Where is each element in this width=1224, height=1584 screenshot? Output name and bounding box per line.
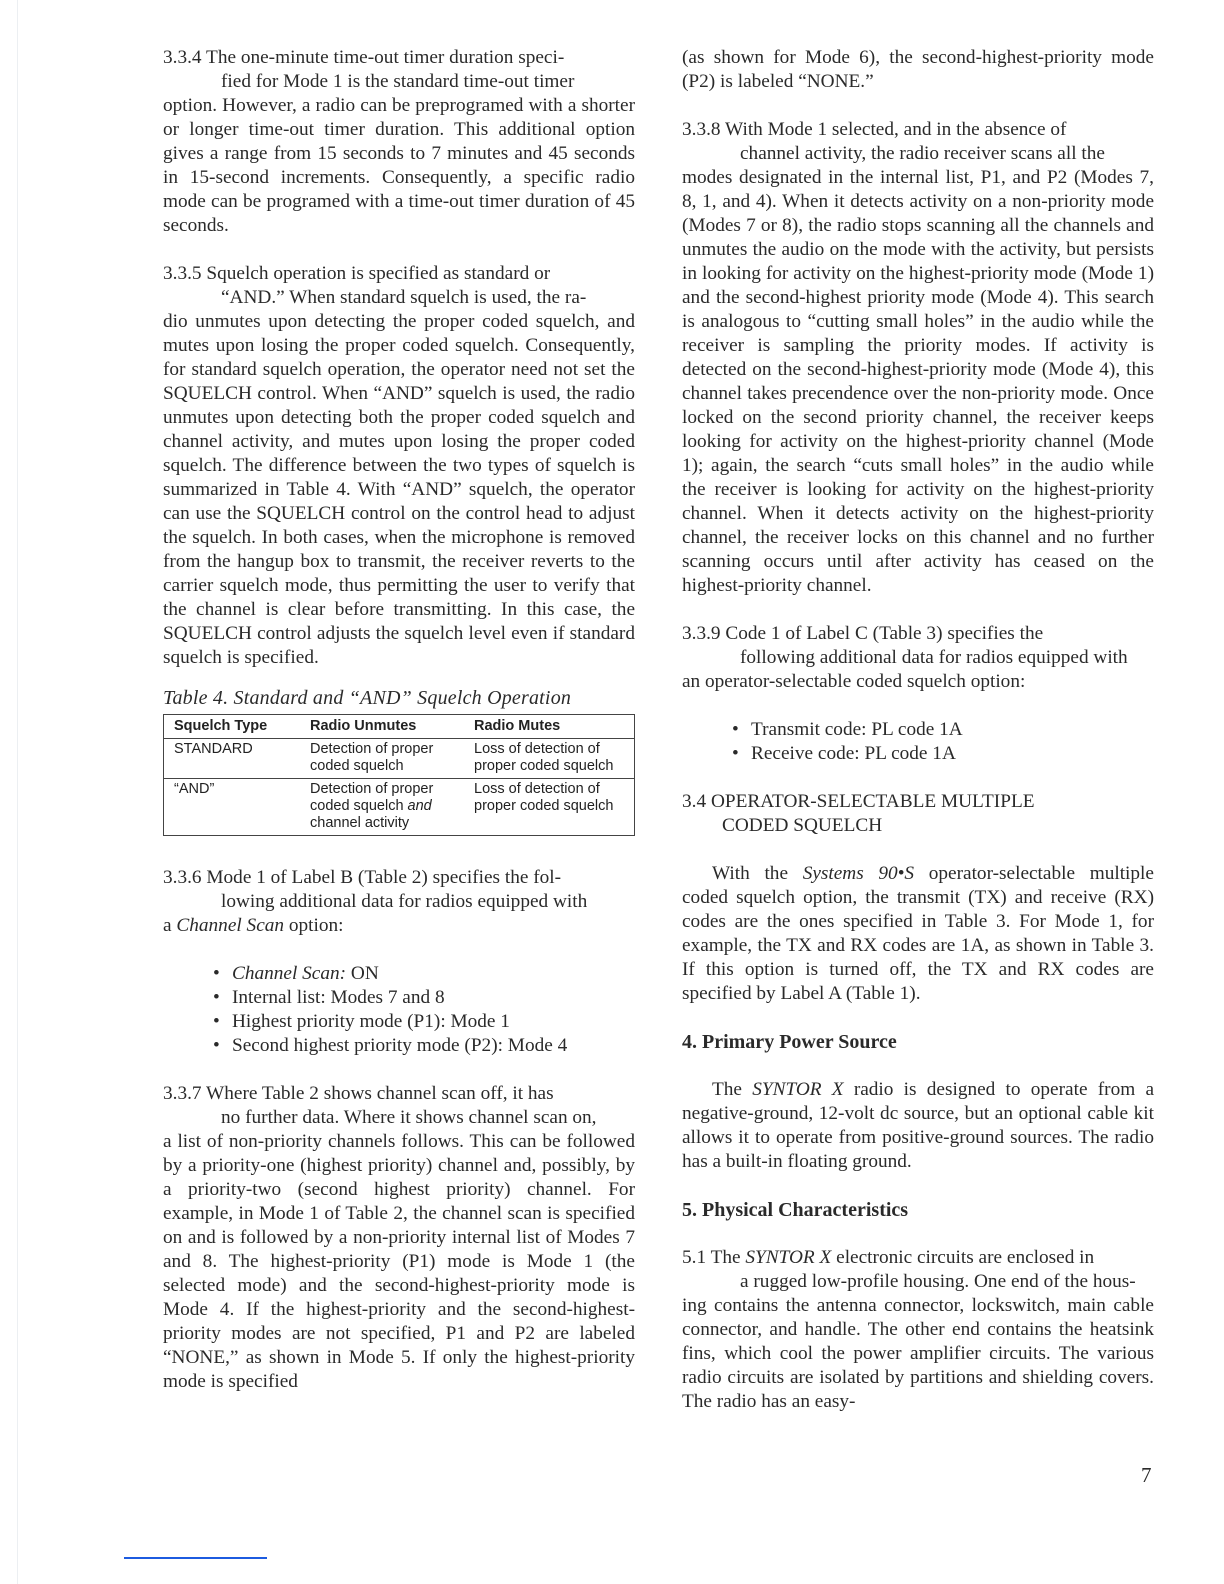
- section-number: 3.3.7: [163, 1083, 202, 1104]
- list-item-emphasis: Channel Scan:: [232, 963, 347, 984]
- paragraph-text: The: [710, 1247, 741, 1268]
- paragraph-text: modes designated in the internal list, P1, and P2 (Modes 7, 8, 1, and 4). When it detects activity on a non-priority mode (Modes 7 or 8), the radio stops scanning all the channels and unmutes the audio on the mode with the activity, but persists in looking for activity on the highest-priority mode (Mode 1) and the second-highest priority mode (Mode 4). This search is analogous to “cutting small holes” in the audio while the receiver is sampling the priority modes. If activity is detected on the second-highest-priority mode (Mode 4), this channel takes precendence over the non-priority mode. Once locked on the second priority channel, the receiver keeps looking for activity on the highest-priority channel (Mode 1); again, the search “cuts small holes” in the audio while the receiver is looking for activity on the highest-priority channel. When it detects activity on the highest-priority channel, the receiver locks on this channel and no further scanning occurs until after activity has ceased on the highest-priority channel.: [682, 167, 1154, 596]
- paragraph-emphasis: Channel Scan: [176, 915, 285, 936]
- squelch-operation-table: [163, 714, 635, 836]
- section-heading-5: 5. Physical Characteristics: [682, 1199, 909, 1221]
- list-item: • Transmit code: PL code 1A: [732, 718, 1154, 742]
- paragraph-text: The one-minute time-out timer duration speci-: [206, 47, 565, 68]
- paragraph-5-1: [682, 1246, 1154, 1414]
- paragraph-text: dio unmutes upon detecting the proper coded squelch, and mutes upon losing the proper coded squelch. Consequently, for standard squelch operation, the operator need not set the SQUELCH control. When “AND” squelch is used, the radio unmutes upon detecting both the proper coded squelch and channel activity, and mutes upon losing the proper coded squelch. The difference between the two types of squelch is summarized in Table 4. With “AND” squelch, the operator can use the SQUELCH control on the control head to adjust the squelch. In both cases, when the microphone is removed from the hangup box to transmit, the receiver reverts to the carrier squelch mode, thus permitting the user to verify that the channel is clear before transmitting. In this case, the SQUELCH control adjusts the squelch level even if standard squelch is specified.: [163, 311, 635, 668]
- paragraph-3-3-6: [163, 866, 635, 938]
- paragraph-text: radio is designed to operate from a negative-ground, 12-volt dc source, but an optional cable kit allows it to operate from positive-ground sources. The radio has a built-in floating ground.: [682, 1079, 1155, 1172]
- paragraph-text: channel activity, the radio receiver scans all the: [740, 143, 1105, 164]
- table-row: [164, 779, 635, 836]
- paragraph-3-3-7-continued: (as shown for Mode 6), the second-highest-priority mode (P2) is labeled “NONE.”: [682, 47, 1154, 92]
- table-row: [164, 739, 635, 779]
- section-number: 3.3.6: [163, 867, 202, 888]
- heading-text: CODED SQUELCH: [722, 815, 883, 836]
- table-header-row: [164, 715, 635, 739]
- paragraph-text: Where Table 2 shows channel scan off, it has: [206, 1083, 554, 1104]
- section-number: 3.3.4: [163, 47, 202, 68]
- coded-squelch-list: [682, 718, 1154, 766]
- paragraph-text: a: [163, 915, 172, 936]
- table-cell: Loss of detection of proper coded squelch: [474, 781, 614, 814]
- paragraph-text: lowing additional data for radios equipped with: [221, 891, 588, 912]
- heading-text: OPERATOR-SELECTABLE MULTIPLE: [710, 791, 1035, 812]
- paragraph-emphasis: Systems 90•S: [802, 863, 915, 884]
- paragraph-text: Mode 1 of Label B (Table 2) specifies the fol-: [206, 867, 562, 888]
- table-header: Radio Unmutes: [300, 715, 464, 739]
- section-heading-3-4: [682, 790, 1154, 838]
- paragraph-4: [682, 1078, 1154, 1174]
- paragraph-text: Squelch operation is specified as standard or: [206, 263, 551, 284]
- section-number: 3.3.8: [682, 119, 721, 140]
- paragraph-emphasis: SYNTOR X: [745, 1247, 832, 1268]
- table-cell: STANDARD: [164, 739, 301, 779]
- paragraph-text: a list of non-priority channels follows. This can be followed by a priority-one (highest priority) channel and, possibly, by a priority-two (second highest priority) channel. For example, in Mode 1 of Table 2, the channel scan is specified on and is followed by a non-priority internal list of Modes 7 and 8. The highest-priority (P1) mode is Mode 1 (the selected mode) and the second-highest-priority mode is Mode 4. If the highest-priority and the second-highest-priority modes are not specified, P1 and P2 are labeled “NONE,” as shown in Mode 5. If only the highest-priority mode is specified: [163, 1131, 635, 1392]
- paragraph-text: following additional data for radios equipped with: [740, 647, 1128, 668]
- left-column: [163, 46, 635, 1394]
- right-column: [682, 46, 1154, 1414]
- paragraph-3-3-5: [163, 262, 635, 670]
- paragraph-3-3-9: [682, 622, 1154, 694]
- section-number: 3.4: [682, 791, 707, 812]
- cell-text: Detection of proper coded squelch: [310, 781, 434, 814]
- table-cell: Detection of proper coded squelch: [300, 739, 464, 779]
- page-number: 7: [1141, 1463, 1152, 1487]
- footer-rule: [124, 1557, 267, 1559]
- paragraph-3-3-4: [163, 46, 635, 238]
- paragraph-text: option. However, a radio can be preprogramed with a shorter or longer time-out timer duration. This additional option gives a range from 15 seconds to 7 minutes and 45 seconds in 15-second increments. Consequently, a specific radio mode can be programed with a time-out timer duration of 45 seconds.: [163, 95, 635, 236]
- list-item: • Second highest priority mode (P2): Mode 4: [213, 1034, 635, 1058]
- paragraph-text: operator-selectable multiple coded squelch option, the transmit (TX) and receive (RX) codes are the ones specified in Table 3. For Mode 1, for example, the TX and RX codes are 1A, as shown in Table 3. If this option is turned off, the TX and RX codes are specified by Label A (Table 1).: [682, 863, 1154, 1004]
- paragraph-text: an operator-selectable coded squelch option:: [682, 671, 1026, 692]
- paragraph-text: electronic circuits are enclosed in: [836, 1247, 1095, 1268]
- paragraph-text: ing contains the antenna connector, lockswitch, main cable connector, and handle. The other end contains the heatsink fins, which cool the power amplifier circuits. The various radio circuits are isolated by partitions and shielding covers. The radio has an easy-: [682, 1295, 1154, 1412]
- list-item-text: ON: [350, 963, 379, 984]
- list-item: • Internal list: Modes 7 and 8: [213, 986, 635, 1010]
- paragraph-text: With the: [712, 863, 789, 884]
- section-number: 3.3.5: [163, 263, 202, 284]
- section-heading-4: 4. Primary Power Source: [682, 1031, 897, 1053]
- cell-text-emphasis: and: [407, 798, 432, 814]
- section-number: 3.3.9: [682, 623, 721, 644]
- paragraph-text: “AND.” When standard squelch is used, the ra-: [221, 287, 587, 308]
- paragraph-text: option:: [288, 915, 344, 936]
- table-cell: “AND”: [174, 781, 215, 797]
- paragraph-text: The: [712, 1079, 742, 1100]
- paragraph-text: fied for Mode 1 is the standard time-out timer: [221, 71, 575, 92]
- paragraph-text: Code 1 of Label C (Table 3) specifies the: [725, 623, 1044, 644]
- list-item: • Receive code: PL code 1A: [732, 742, 1154, 766]
- channel-scan-list: [163, 962, 635, 1058]
- paragraph-3-3-8: [682, 118, 1154, 598]
- paragraph-emphasis: SYNTOR X: [752, 1079, 844, 1100]
- cell-text: channel activity: [310, 815, 410, 831]
- table-header: Squelch Type: [164, 715, 301, 739]
- paragraph-text: a rugged low-profile housing. One end of the hous-: [740, 1271, 1136, 1292]
- list-item: • Highest priority mode (P1): Mode 1: [213, 1010, 635, 1034]
- table-caption: Table 4. Standard and “AND” Squelch Operation: [163, 687, 572, 709]
- paragraph-text: no further data. Where it shows channel scan on,: [221, 1107, 597, 1128]
- table-header: Radio Mutes: [464, 715, 635, 739]
- scan-margin-line: [17, 0, 18, 1584]
- list-item: [213, 962, 635, 986]
- paragraph-3-3-7: [163, 1082, 635, 1394]
- paragraph-text: With Mode 1 selected, and in the absence of: [725, 119, 1067, 140]
- table-cell: Loss of detection of proper coded squelch: [464, 739, 635, 779]
- table-cell: [300, 779, 464, 836]
- paragraph-3-4: [682, 862, 1154, 1006]
- section-number: 5.1: [682, 1247, 707, 1268]
